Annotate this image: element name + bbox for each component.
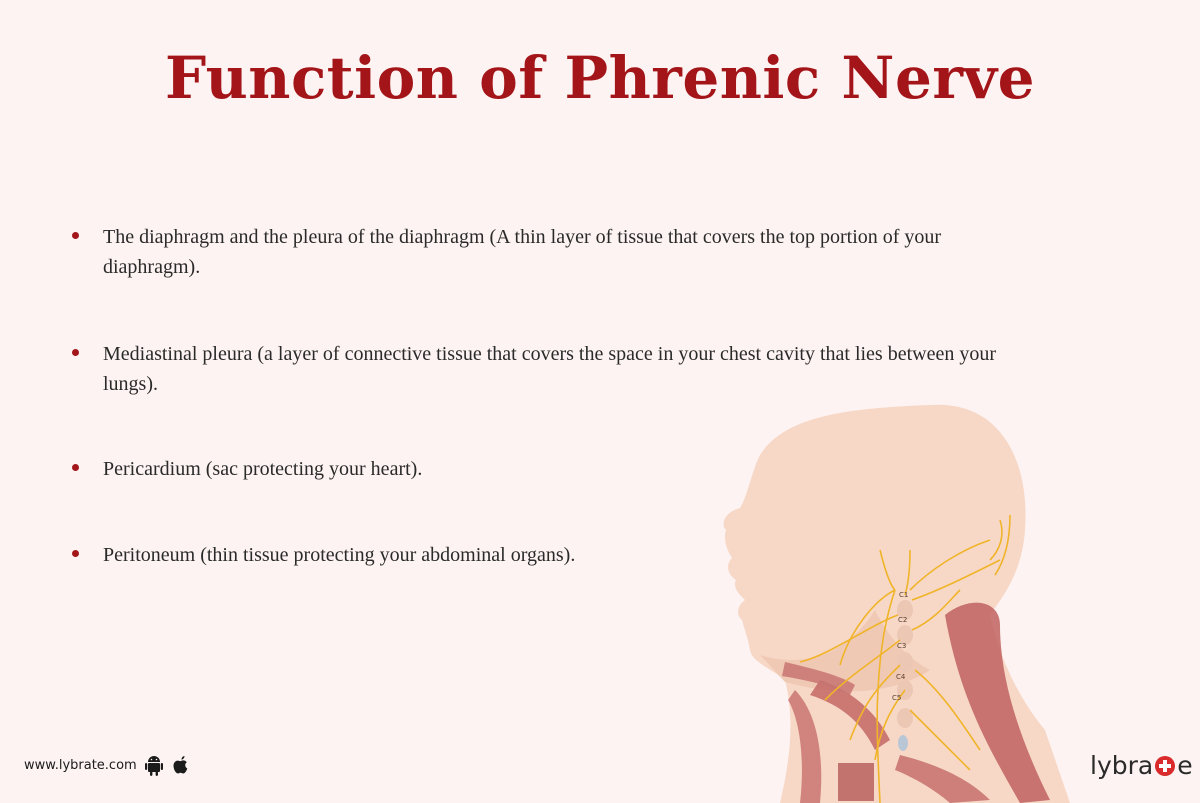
lybrate-logo[interactable] bbox=[1090, 751, 1193, 780]
list-item bbox=[72, 339, 1032, 399]
list-item bbox=[72, 222, 1032, 282]
android-icon[interactable] bbox=[145, 755, 163, 777]
vertebra-label-c4: C4 bbox=[896, 673, 906, 681]
logo-text: lybra bbox=[1090, 751, 1154, 780]
bullet-dot bbox=[72, 232, 79, 239]
list-item bbox=[72, 540, 772, 570]
vertebra-label-c2: C2 bbox=[898, 616, 908, 624]
vertebra-label-c1: C1 bbox=[899, 591, 909, 599]
bullet-text: Mediastinal pleura (a layer of connective tissue that covers the space in your chest cavity that lies between your lungs). bbox=[103, 343, 997, 395]
medical-cross-icon bbox=[1154, 755, 1176, 777]
logo-text-end: e bbox=[1177, 751, 1193, 780]
muscle-block bbox=[838, 763, 874, 801]
vertebra-label-c3: C3 bbox=[897, 642, 907, 650]
page-title: Function of Phrenic Nerve bbox=[164, 44, 1036, 112]
bullet-dot bbox=[72, 349, 79, 356]
bullet-dot bbox=[72, 550, 79, 557]
neck-anatomy-illustration bbox=[700, 400, 1100, 803]
list-item bbox=[72, 454, 772, 484]
bullet-dot bbox=[72, 464, 79, 471]
footer-url[interactable]: www.lybrate.com bbox=[24, 758, 137, 773]
bullet-text: Peritoneum (thin tissue protecting your abdominal organs). bbox=[103, 544, 576, 566]
bullet-text: Pericardium (sac protecting your heart). bbox=[103, 458, 423, 480]
apple-icon[interactable] bbox=[172, 755, 190, 777]
vertebra bbox=[897, 652, 913, 672]
bullet-text: The diaphragm and the pleura of the diaphragm (A thin layer of tissue that covers the top portion of your diaphragm). bbox=[103, 226, 942, 278]
vessel bbox=[898, 735, 908, 751]
vertebra-label-c5: C5 bbox=[892, 694, 902, 702]
